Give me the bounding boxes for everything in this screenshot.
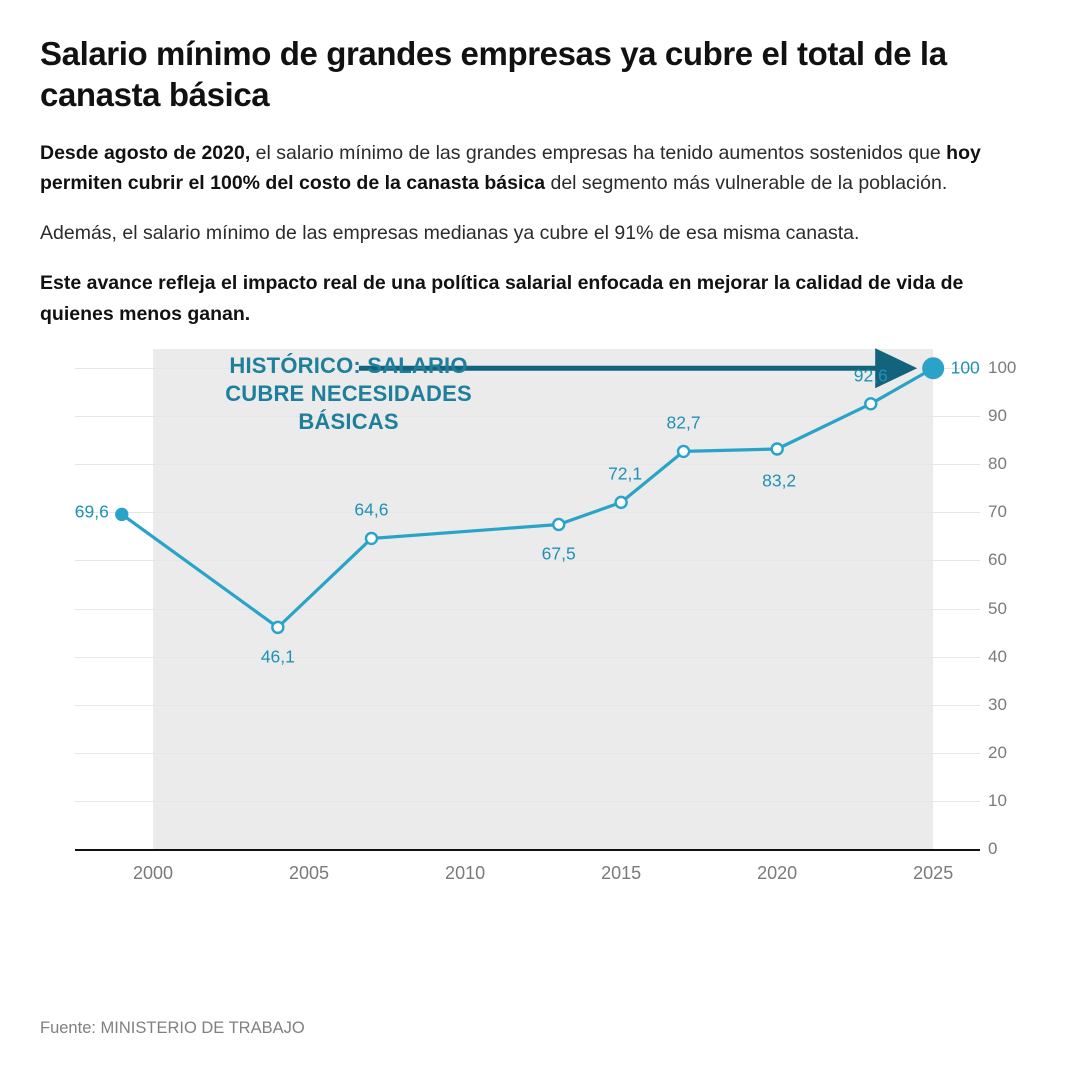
y-axis-tick-label: 40: [988, 646, 1007, 666]
data-point-marker: [272, 622, 283, 633]
data-point-marker: [678, 446, 689, 457]
x-axis-tick-label: 2020: [757, 862, 798, 883]
y-axis-tick-label: 10: [988, 790, 1007, 810]
data-point-label: 83,2: [762, 470, 797, 491]
data-point-label: 82,7: [666, 412, 701, 433]
chart-container: [40, 339, 1040, 909]
x-axis-tick-label: 2025: [913, 862, 954, 883]
y-axis-tick-label: 80: [988, 454, 1007, 474]
text-emphasis: hoy permiten cubrir el 100% del costo de la canasta básica: [40, 141, 981, 195]
paragraph-1: [40, 138, 1040, 198]
text-run: Además, el salario mínimo de las empresas medianas ya cubre el 91% de esa misma canasta.: [40, 222, 860, 245]
page-title: Salario mínimo de grandes empresas ya cubre el total de la canasta básica: [40, 35, 947, 113]
paragraph-2: [40, 218, 1040, 248]
data-point-label: 64,6: [354, 499, 389, 520]
x-axis-tick-label: 2010: [445, 862, 486, 883]
chart-annotation: [199, 352, 499, 436]
y-axis-tick-label: 0: [988, 838, 998, 858]
x-axis-tick-label: 2015: [601, 862, 642, 883]
chart-annotation-line: CUBRE NECESIDADES: [225, 381, 472, 407]
source-note: Fuente: MINISTERIO DE TRABAJO: [40, 1019, 305, 1037]
y-axis-tick-label: 90: [988, 406, 1007, 426]
paragraph-3: [40, 268, 1040, 328]
text-run: el salario mínimo de las grandes empresas ha tenido aumentos sostenidos que: [250, 141, 947, 164]
data-point-marker: [616, 497, 627, 508]
data-point-label: 92,6: [853, 365, 888, 386]
chart-plot-area: [74, 349, 1017, 883]
data-point-marker: [553, 519, 564, 530]
data-point-label: 100: [950, 357, 980, 378]
x-axis-tick-label: 2005: [289, 862, 330, 883]
data-point-marker: [772, 443, 783, 454]
x-axis-tick-label: 2000: [132, 862, 174, 883]
text-emphasis: Este avance refleja el impacto real de una política salarial enfocada en mejorar la calidad de vida de quienes menos ganan.: [40, 272, 964, 325]
x-axis-line: [75, 849, 980, 851]
y-axis-tick-label: 70: [988, 502, 1007, 522]
data-point-label: 67,5: [541, 543, 576, 564]
data-point-marker: [366, 533, 377, 544]
data-point-marker: [116, 509, 127, 520]
y-axis-tick-label: 60: [988, 550, 1007, 570]
text-emphasis: Desde agosto de 2020,: [40, 141, 251, 164]
data-point-label: 72,1: [608, 463, 643, 484]
chart-annotation-line: HISTÓRICO: SALARIO: [229, 353, 468, 379]
data-point-marker: [924, 359, 942, 377]
text-run: del segmento más vulnerable de la población.: [545, 172, 948, 195]
intro-paragraphs: [40, 138, 1040, 329]
y-axis-tick-label: 30: [988, 694, 1007, 714]
y-axis-tick-label: 100: [988, 358, 1017, 378]
y-axis-tick-label: 20: [988, 742, 1007, 762]
data-point-label: 46,1: [260, 646, 295, 667]
data-point-label: 69,6: [74, 501, 109, 522]
y-axis-tick-label: 50: [988, 598, 1007, 618]
chart-annotation-line: BÁSICAS: [298, 409, 399, 435]
data-point-marker: [865, 398, 876, 409]
